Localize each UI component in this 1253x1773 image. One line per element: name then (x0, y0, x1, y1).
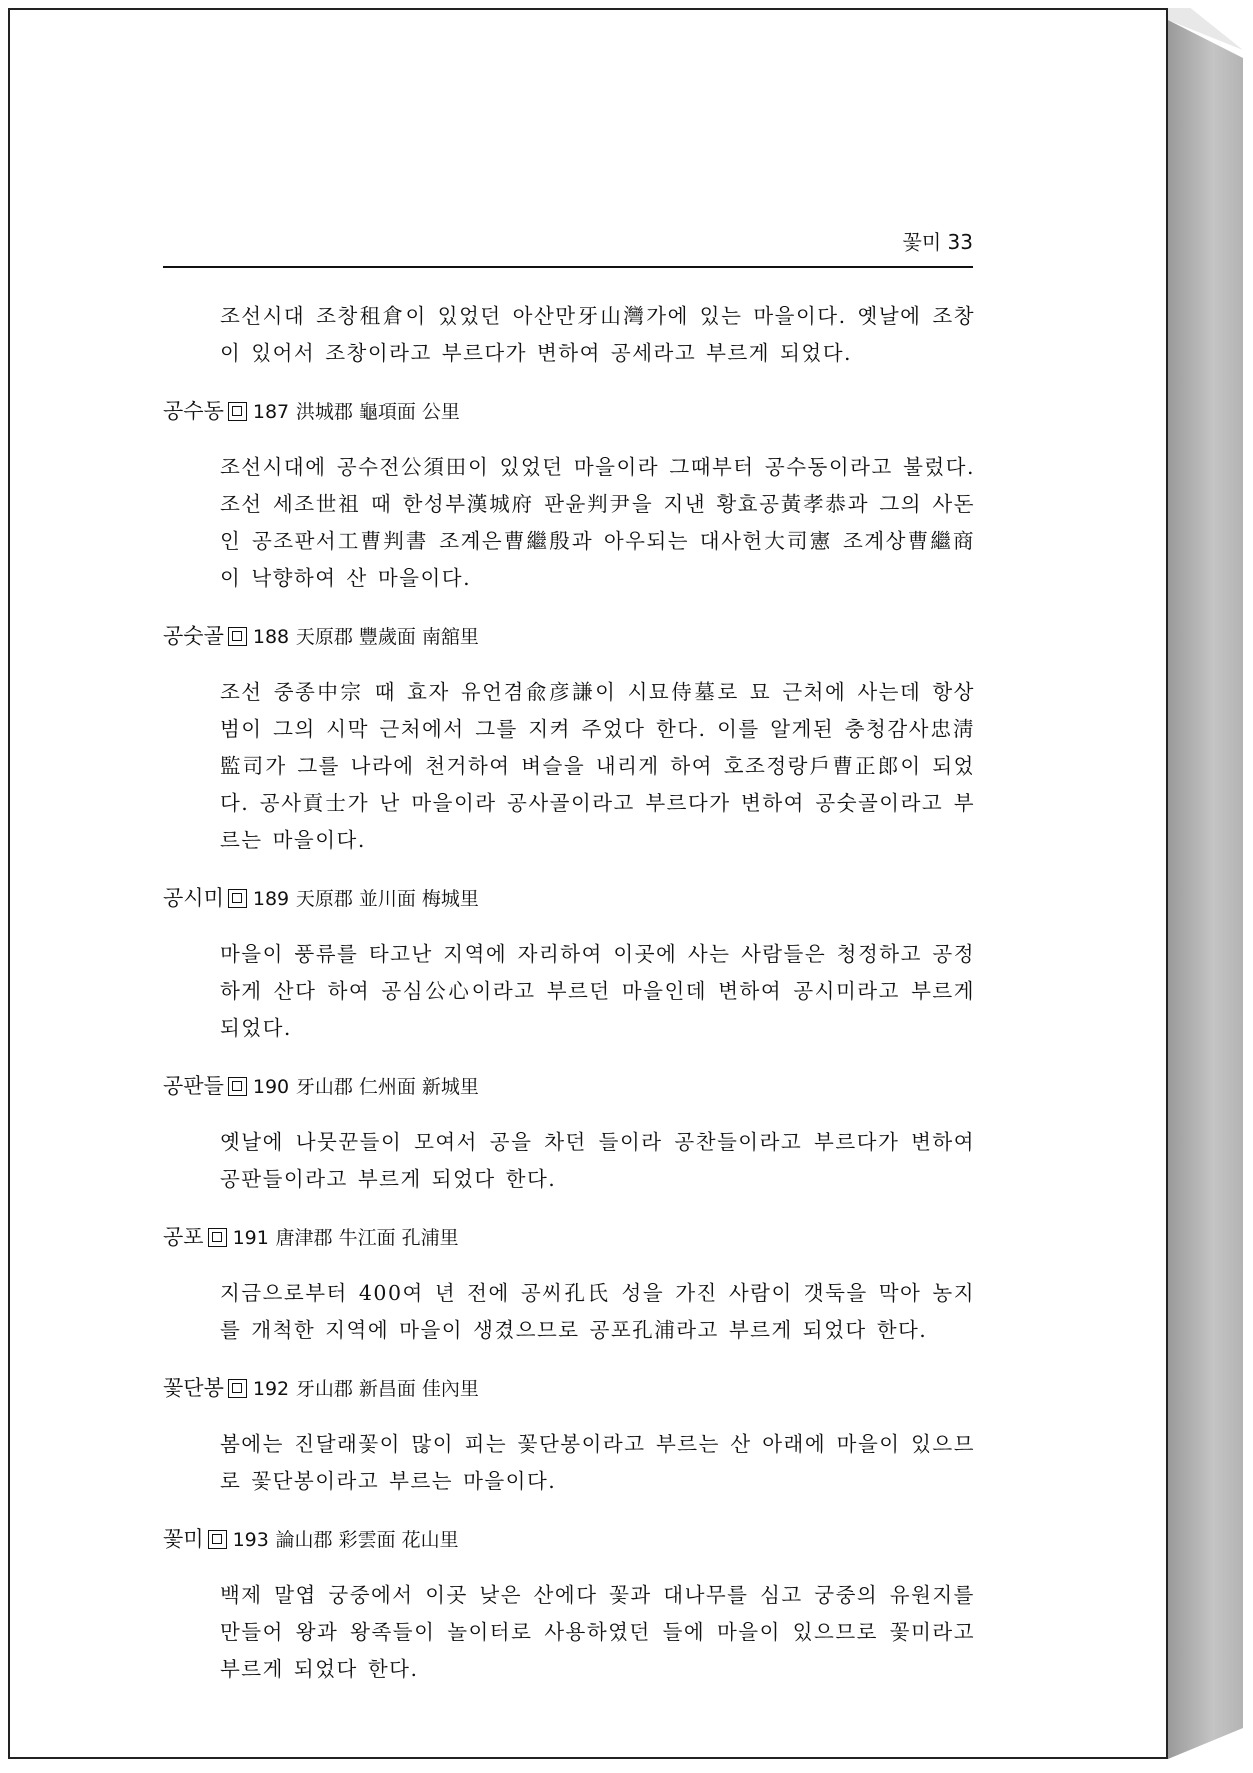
entry-187 (163, 393, 975, 598)
entry-name: 공포 (163, 1224, 204, 1249)
continuation-text: 조선시대 조창租倉이 있었던 아산만牙山灣가에 있는 마을이다. 옛날에 조창이 있어서 조창이라고 부르다가 변하여 공세라고 부르게 되었다. (220, 304, 975, 365)
entry-190 (163, 1068, 975, 1199)
entry-text: 지금으로부터 400여 년 전에 공씨孔氏 성을 가진 사람이 갯둑을 막아 농지를 개척한 지역에 마을이 생겼으므로 공포孔浦라고 부르게 되었다 한다. (220, 1281, 975, 1342)
running-head: 꽃미 33 (902, 230, 973, 254)
entry-location: 牙山郡 仁州面 新城里 (295, 1075, 479, 1098)
entry-188 (163, 618, 975, 860)
entry-193 (163, 1521, 975, 1689)
entry-name: 공시미 (163, 885, 224, 910)
category-mark-icon (228, 402, 247, 421)
entry-189 (163, 880, 975, 1048)
entry-number: 187 (252, 400, 290, 423)
entry-location: 唐津郡 牛江面 孔浦里 (275, 1226, 459, 1249)
category-mark-icon (228, 1077, 247, 1096)
entry-location: 牙山郡 新昌面 佳內里 (295, 1377, 479, 1400)
entry-location: 天原郡 豐歲面 南舘里 (295, 625, 479, 648)
entry-head (163, 393, 975, 429)
entry-name: 공숫골 (163, 623, 224, 648)
entry-text: 봄에는 진달래꽃이 많이 피는 꽃단봉이라고 부르는 산 아래에 마을이 있으므로 꽃단봉이라고 부르는 마을이다. (220, 1432, 975, 1493)
entry-192 (163, 1370, 975, 1501)
entry-head (163, 1521, 975, 1557)
entry-text: 조선시대에 공수전公須田이 있었던 마을이라 그때부터 공수동이라고 불렀다. 조선 세조世祖 때 한성부漢城府 판윤判尹을 지낸 황효공黃孝恭과 그의 사돈인 공조판서工曹判書 조계은曹繼殷과 아우되는 대사헌大司憲 조계상曹繼商이 낙향하여 산 마을이다. (220, 455, 975, 590)
category-mark-icon (228, 627, 247, 646)
entry-text: 백제 말엽 궁중에서 이곳 낮은 산에다 꽃과 대나무를 심고 궁중의 유원지를 만들어 왕과 왕족들이 놀이터로 사용하였던 들에 마을이 있으므로 꽃미라고 부르게 되었다 한다. (220, 1583, 975, 1681)
entry-head (163, 1219, 975, 1255)
page-content (163, 298, 975, 1709)
entry-number: 189 (252, 887, 290, 910)
entry-location: 論山郡 彩雲面 花山里 (275, 1528, 459, 1551)
category-mark-icon (228, 889, 247, 908)
entry-location: 天原郡 並川面 梅城里 (295, 887, 479, 910)
entry-number: 191 (232, 1226, 269, 1249)
entry-name: 꽃단봉 (163, 1375, 224, 1400)
entry-number: 192 (252, 1377, 290, 1400)
entry-head (163, 880, 975, 916)
entry-name: 공판들 (163, 1073, 224, 1098)
entry-text: 옛날에 나뭇꾼들이 모여서 공을 차던 들이라 공찬들이라고 부르다가 변하여 공판들이라고 부르게 되었다 한다. (220, 1130, 975, 1191)
category-mark-icon (208, 1530, 227, 1549)
entry-name: 꽃미 (163, 1526, 204, 1551)
entry-head (163, 1068, 975, 1104)
entry-number: 190 (252, 1075, 290, 1098)
entry-location: 洪城郡 龜項面 公里 (295, 400, 460, 423)
entry-head (163, 618, 975, 654)
entry-text: 조선 중종中宗 때 효자 유언겸兪彦謙이 시묘侍墓로 묘 근처에 사는데 항상 범이 그의 시막 근처에서 그를 지켜 주었다 한다. 이를 알게된 충청감사忠淸監司가 그를 나라에 천거하여 벼슬을 내리게 하여 호조정랑戶曹正郎이 되었다. 공사貢士가 난 마을이라 공사골이라고 부르다가 변하여 공숫골이라고 부르는 마을이다. (220, 680, 975, 852)
category-mark-icon (228, 1379, 247, 1398)
entry-text: 마을이 풍류를 타고난 지역에 자리하여 이곳에 사는 사람들은 청정하고 공정하게 산다 하여 공심公心이라고 부르던 마을인데 변하여 공시미라고 부르게 되었다. (220, 942, 975, 1040)
entry-number: 188 (252, 625, 290, 648)
entry-name: 공수동 (163, 398, 224, 423)
entry-number: 193 (232, 1528, 269, 1551)
category-mark-icon (208, 1228, 227, 1247)
page-edge (1168, 8, 1243, 1759)
entry-head (163, 1370, 975, 1406)
entry-191 (163, 1219, 975, 1350)
page-header (163, 226, 973, 268)
